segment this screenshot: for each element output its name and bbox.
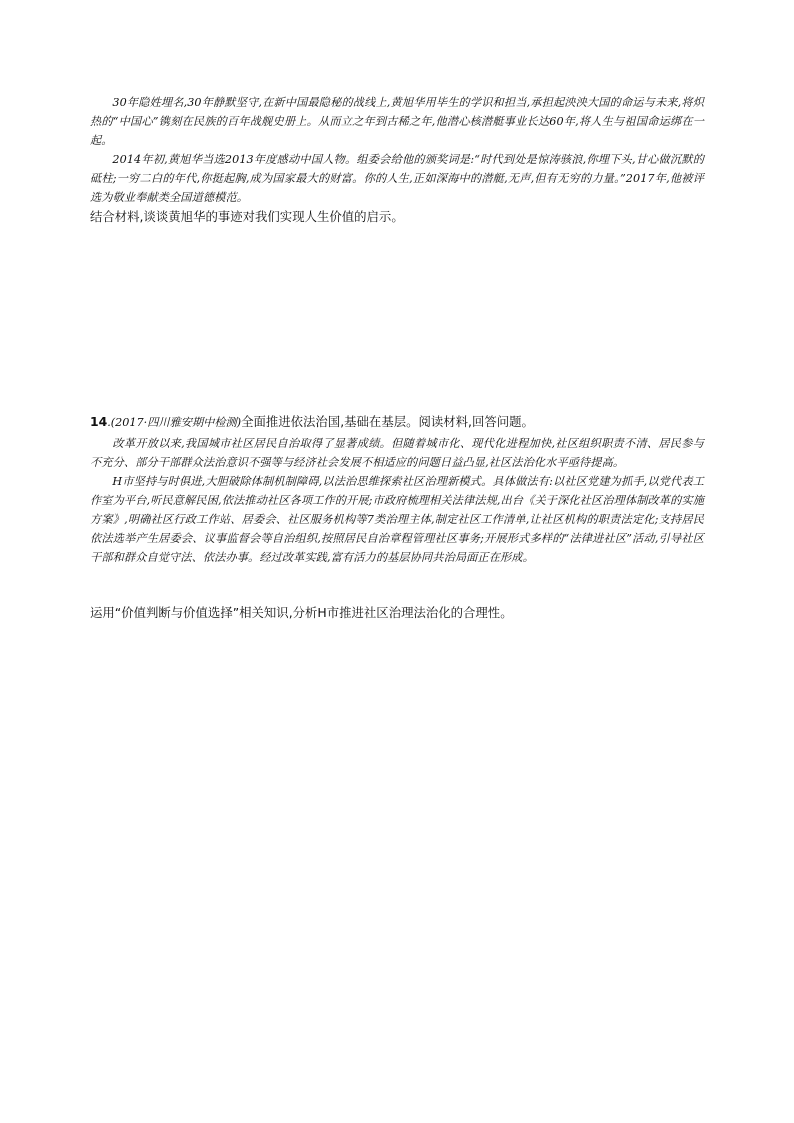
q14-question: 运用“价值判断与价值选择”相关知识,分析H市推进社区治理法治化的合理性。 <box>90 605 513 620</box>
q14-material <box>90 434 704 567</box>
q14-source: .(2017·四川雅安期中检测) <box>107 416 242 429</box>
q14-number: 14 <box>90 414 108 429</box>
q13-question: 结合材料,谈谈黄旭华的事迹对我们实现人生价值的启示。 <box>90 209 404 224</box>
q14-heading-block <box>90 412 704 432</box>
q14-paragraph-2: H市坚持与时俱进,大胆破除体制机制障碍,以法治思维探索社区治理新模式。具体做法有:以社区党建为抓手,以党代表工作室为平台,听民意解民困,依法推动社区各项工作的开展;市政府梳理相关法律法规,出台《关于深化社区治理体制改革的实施方案》,明确社区行政工作站、居委会、社区服务机构等7类治理主体,制定社区工作清单,让社区机构的职责法定化;支持居民依法选举产生居委会、议事监督会等自治组织,按照居民自治章程管理社区事务;开展形式多样的“法律进社区”活动,引导社区干部和群众自觉守法、依法办事。经过改革实践,富有活力的基层协同共治局面正在形成。 <box>90 475 704 564</box>
q14-question-block <box>90 603 704 622</box>
q13-paragraph-1: 30年隐姓埋名,30年静默坚守,在新中国最隐秘的战线上,黄旭华用毕生的学识和担当,承担起泱泱大国的命运与未来,将炽热的“中国心”镌刻在民族的百年战舰史册上。从而立之年到古稀之年,他潜心核潜艇事业长达60年,将人生与祖国命运绑在一起。 <box>90 96 704 147</box>
q13-material <box>90 93 704 207</box>
q14-paragraph-1: 改革开放以来,我国城市社区居民自治取得了显著成绩。但随着城市化、现代化进程加快,社区组织职责不清、居民参与不充分、部分干部群众法治意识不强等与经济社会发展不相适应的问题日益凸显,社区法治化水平亟待提高。 <box>90 437 704 469</box>
q14-stem: 全面推进依法治国,基础在基层。阅读材料,回答问题。 <box>241 414 534 429</box>
q13-question-block <box>90 207 704 226</box>
q13-paragraph-2: 2014年初,黄旭华当选2013年度感动中国人物。组委会给他的颁奖词是:“时代到处是惊涛骇浪,你埋下头,甘心做沉默的砥柱;一穷二白的年代,你挺起胸,成为国家最大的财富。你的人生,正如深海中的潜艇,无声,但有无穷的力量。”2017年,他被评选为敬业奉献类全国道德模范。 <box>90 153 704 204</box>
q14-heading <box>90 412 704 432</box>
